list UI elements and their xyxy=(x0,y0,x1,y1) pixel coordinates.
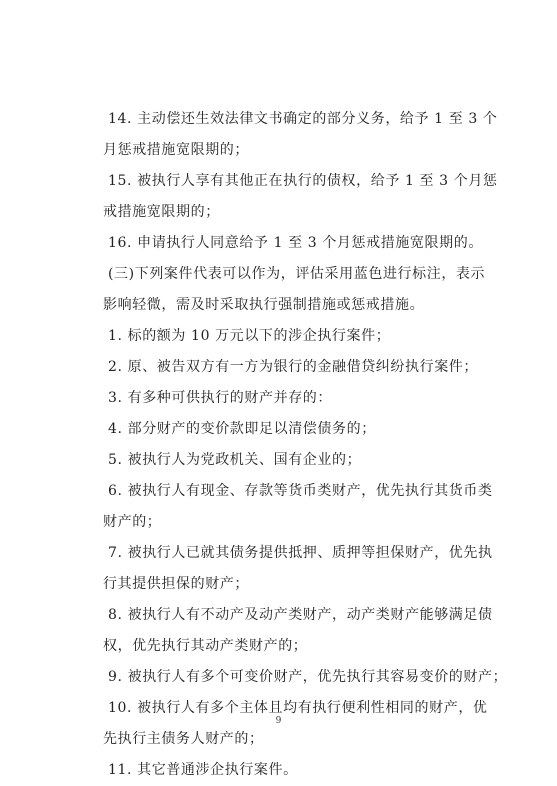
paragraph-line: 1. 标的额为 10 万元以下的涉企执行案件； xyxy=(108,328,391,344)
list-item-1 xyxy=(103,321,493,352)
paragraph-line: 权，优先执行其动产类财产的； xyxy=(103,638,308,654)
list-item-6 xyxy=(103,476,493,538)
paragraph-item-16 xyxy=(103,228,493,259)
section-heading-3 xyxy=(103,259,493,321)
paragraph-line: 先执行主债务人财产的； xyxy=(103,731,264,747)
list-item-9 xyxy=(103,662,508,693)
paragraph-line: 7. 被执行人已就其债务提供抵押、质押等担保财产，优先执 xyxy=(108,545,493,561)
list-item-4 xyxy=(103,414,493,445)
list-item-5 xyxy=(103,445,493,476)
page-number: 9 xyxy=(275,716,282,726)
paragraph-line: 14. 主动偿还生效法律文书确定的部分义务，给予 1 至 3 个 xyxy=(108,111,498,127)
paragraph-line: 9. 被执行人有多个可变价财产，优先执行其容易变价的财产； xyxy=(108,669,508,685)
paragraph-line: 15. 被执行人享有其他正在执行的债权，给予 1 至 3 个月惩 xyxy=(108,173,498,189)
paragraph-item-15 xyxy=(103,166,498,228)
paragraph-item-14 xyxy=(103,104,498,166)
list-item-7 xyxy=(103,538,493,600)
list-item-11 xyxy=(103,755,493,786)
paragraph-line: 16. 申请执行人同意给予 1 至 3 个月惩戒措施宽限期的。 xyxy=(108,235,483,251)
list-item-3 xyxy=(103,383,493,414)
paragraph-line: 财产的； xyxy=(103,514,162,530)
paragraph-line: 3. 有多种可供执行的财产并存的： xyxy=(108,390,333,406)
paragraph-line: 影响轻微，需及时采取执行强制措施或惩戒措施。 xyxy=(103,297,425,313)
list-item-2 xyxy=(103,352,493,383)
paragraph-line: 戒措施宽限期的； xyxy=(103,204,220,220)
paragraph-line: 5. 被执行人为党政机关、国有企业的； xyxy=(108,452,362,468)
document-body xyxy=(103,104,508,786)
paragraph-line: 11. 其它普通涉企执行案件。 xyxy=(108,762,298,778)
paragraph-line: 10. 被执行人有多个主体且均有执行便利性相同的财产，优 xyxy=(108,700,488,716)
paragraph-line: 8. 被执行人有不动产及动产类财产，动产类财产能够满足债 xyxy=(108,607,493,623)
list-item-8 xyxy=(103,600,493,662)
paragraph-line: (三)下列案件代表可以作为，评估采用蓝色进行标注，表示 xyxy=(108,266,486,282)
paragraph-line: 月惩戒措施宽限期的； xyxy=(103,142,249,158)
paragraph-line: 4. 部分财产的变价款即足以清偿债务的； xyxy=(108,421,376,437)
paragraph-line: 2. 原、被告双方有一方为银行的金融借贷纠纷执行案件； xyxy=(108,359,479,375)
paragraph-line: 行其提供担保的财产； xyxy=(103,576,249,592)
paragraph-line: 6. 被执行人有现金、存款等货币类财产，优先执行其货币类 xyxy=(108,483,493,499)
